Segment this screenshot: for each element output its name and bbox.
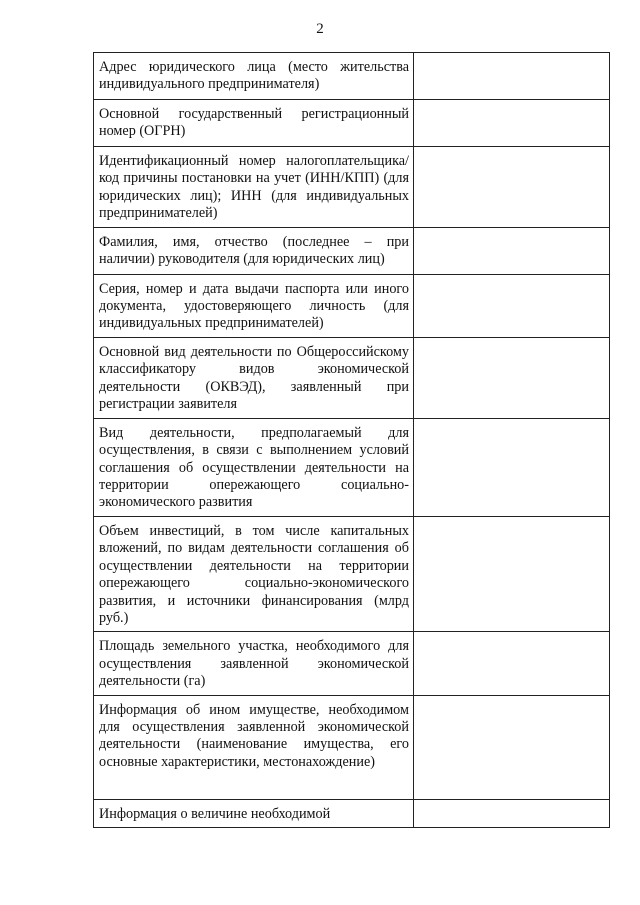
director-name-label: Фамилия, имя, отчество (последнее – при наличии) руководителя (для юридических лиц) xyxy=(99,233,409,268)
table-row xyxy=(94,274,610,337)
row-value xyxy=(414,227,610,274)
table-row xyxy=(94,799,610,827)
inn-kpp-label: Идентификационный номер налогоплательщика/код причины постановки на учет (ИНН/КПП) (для юридических лиц); ИНН (для индивидуальных предпринимателей) xyxy=(99,153,409,222)
activity-type-label: Вид деятельности, предполагаемый для осуществления, в связи с выполнением условий соглашения об осуществлении деятельности на территории опережающего социально-экономического развития xyxy=(99,424,409,511)
table-row xyxy=(94,53,610,100)
row-value xyxy=(414,337,610,418)
table-row xyxy=(94,418,610,516)
land-area-label: Площадь земельного участка, необходимого для осуществления заявленной экономической деятельности (га) xyxy=(99,638,409,690)
row-value xyxy=(414,418,610,516)
row-label xyxy=(94,53,414,100)
investment-volume-label: Объем инвестиций, в том числе капитальных вложений, по видам деятельности соглашения об осуществлении деятельности на территории опережающего социально-экономического развития, и источники финансирования (млрд руб.) xyxy=(99,522,409,626)
row-value xyxy=(414,799,610,827)
table-row xyxy=(94,100,610,147)
table-row xyxy=(94,632,610,695)
row-label xyxy=(94,337,414,418)
row-value xyxy=(414,632,610,695)
row-label xyxy=(94,100,414,147)
table-row xyxy=(94,695,610,799)
row-label xyxy=(94,418,414,516)
row-value xyxy=(414,100,610,147)
row-value xyxy=(414,695,610,799)
required-amount-label: Информация о величине необходимой xyxy=(99,805,331,822)
row-value xyxy=(414,274,610,337)
legal-address-label: Адрес юридического лица (место жительства индивидуального предпринимателя) xyxy=(99,59,409,93)
page-number: 2 xyxy=(316,21,324,37)
row-label xyxy=(94,799,414,827)
row-label xyxy=(94,227,414,274)
other-property-label: Информация об ином имуществе, необходимом для осуществления заявленной экономической деятельности (наименование имущества, его основные характеристики, местонахождение) xyxy=(99,701,409,770)
row-label xyxy=(94,147,414,228)
table-row xyxy=(94,516,610,631)
passport-label: Серия, номер и дата выдачи паспорта или иного документа, удостоверяющего личность (для индивидуальных предпринимателей) xyxy=(99,280,409,332)
table-row xyxy=(94,337,610,418)
row-label xyxy=(94,695,414,799)
row-label xyxy=(94,632,414,695)
row-value xyxy=(414,53,610,100)
table-row xyxy=(94,147,610,228)
ogrn-label: Основной государственный регистрационный номер (ОГРН) xyxy=(99,106,409,140)
table-row xyxy=(94,227,610,274)
application-form-table xyxy=(93,52,610,828)
row-label xyxy=(94,274,414,337)
row-value xyxy=(414,147,610,228)
okved-label: Основной вид деятельности по Общероссийскому классификатору видов экономической деятельности (ОКВЭД), заявленный при регистрации заявителя xyxy=(99,343,409,413)
row-value xyxy=(414,516,610,631)
row-label xyxy=(94,516,414,631)
